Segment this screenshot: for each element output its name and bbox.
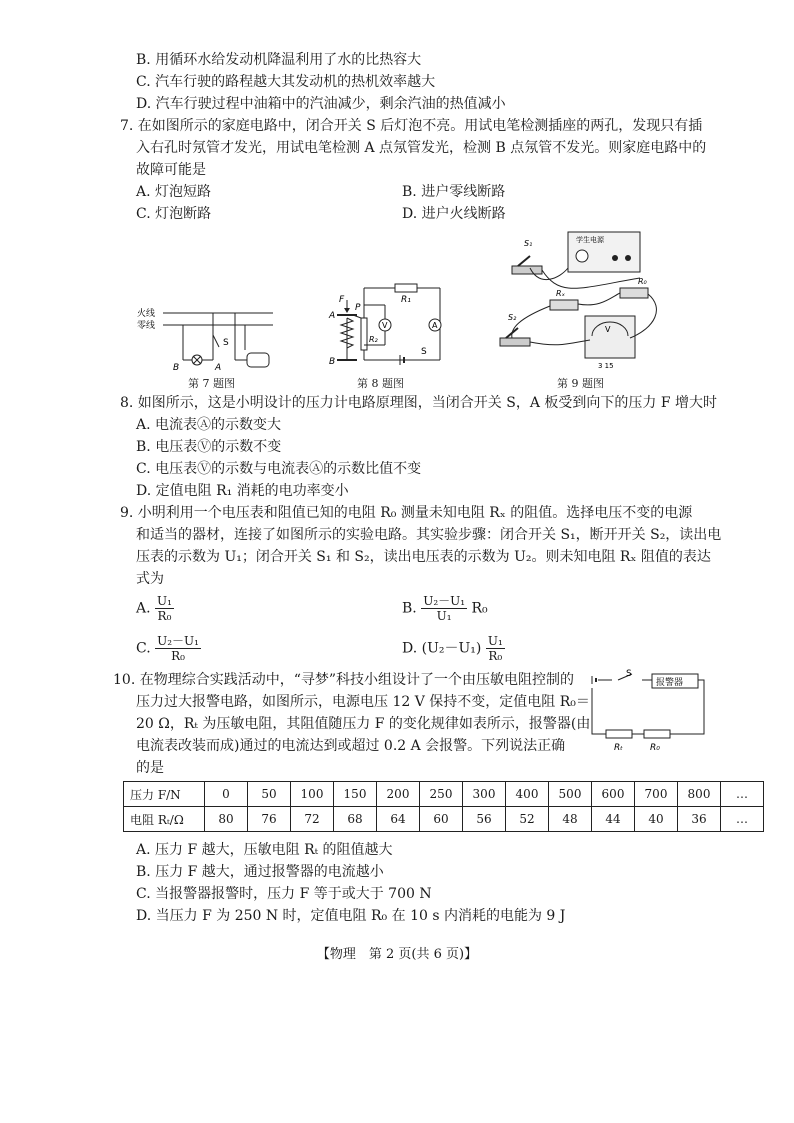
fig8-b-label: B [329, 357, 336, 367]
table-row-header: 压力 F/N [124, 782, 205, 807]
fig8-s-label: S [421, 347, 427, 357]
q9-b-label: B. [402, 600, 417, 617]
fig7-caption: 第 7 题图 [188, 377, 235, 390]
table-cell: 150 [334, 782, 377, 807]
q9-a-label: A. [136, 600, 151, 617]
q7-option-a: A. 灯泡短路 [136, 184, 212, 200]
fig9-rx-label: Rₓ [556, 289, 566, 298]
fig8-r2-label: R₂ [369, 335, 378, 344]
q10-s-label: S [626, 669, 632, 679]
table-cell: 64 [377, 807, 420, 832]
q10-circuit-diagram [588, 668, 708, 756]
fig7-s-label: S [223, 338, 229, 348]
table-cell: 200 [377, 782, 420, 807]
q9-b-tail: R₀ [471, 600, 488, 617]
table-row [124, 782, 764, 807]
q7-stem-line3: 故障可能是 [136, 162, 206, 178]
q10-option-d: D. 当压力 F 为 250 N 时，定值电阻 R₀ 在 10 s 内消耗的电能为 9 J [136, 908, 566, 924]
table-cell: 100 [291, 782, 334, 807]
q9-option-c [136, 634, 201, 663]
table-cell: 36 [678, 807, 721, 832]
q10-stem-line4: 电流表改装而成)通过的电流达到或超过 0.2 A 会报警。下列说法正确 [136, 738, 566, 754]
q8-stem: 8. 如图所示，这是小明设计的压力计电路原理图，当闭合开关 S，A 板受到向下的压力 F 增大时 [120, 395, 718, 411]
q8-option-c: C. 电压表Ⓥ的示数与电流表Ⓐ的示数比值不变 [136, 461, 422, 477]
q10-stem-line3: 20 Ω，Rₜ 为压敏电阻，其阻值随压力 F 的变化规律如表所示，报警器(由 [136, 716, 591, 732]
table-cell: 56 [463, 807, 506, 832]
q7-stem-line2: 入右孔时氖管才发光，用试电笔检测 A 点氖管发光，检测 B 点氖管不发光。则家庭电路中的 [136, 140, 707, 156]
fig9-caption: 第 9 题图 [557, 377, 604, 390]
q10-stem-line5: 的是 [136, 760, 164, 776]
q9-stem-line3: 压表的示数为 U₁；闭合开关 S₁ 和 S₂，读出电压表的示数为 U₂。则未知电阻 Rₓ 阻值的表达 [136, 549, 711, 565]
q10-option-b: B. 压力 F 越大，通过报警器的电流越小 [136, 864, 384, 880]
fig8-f-label: F [339, 295, 345, 305]
q6-option-b: B. 用循环水给发动机降温利用了水的比热容大 [136, 52, 422, 68]
q9-c-label: C. [136, 640, 151, 657]
fig8-r1-label: R₁ [401, 295, 411, 305]
fig8-circuit-diagram [315, 280, 445, 375]
table-cell: 400 [506, 782, 549, 807]
q9-d-label: D. (U₂－U₁) [402, 640, 482, 657]
table-cell: 80 [205, 807, 248, 832]
table-cell: 700 [635, 782, 678, 807]
fig8-caption: 第 8 题图 [357, 377, 404, 390]
fig7-zero-label: 零线 [137, 321, 156, 331]
q6-option-c: C. 汽车行驶的路程越大其发动机的热机效率越大 [136, 74, 436, 90]
table-row [124, 807, 764, 832]
fig7-b-label: B [173, 363, 180, 373]
q9-c-fraction: $\frac{\text{U₂－U₁}}{\text{R₀}}$ [157, 634, 199, 663]
page-footer: 【物理 第 2 页(共 6 页)】 [316, 947, 478, 962]
table-cell: 48 [549, 807, 592, 832]
fig9-scale-label: 3 15 [598, 362, 614, 370]
table-cell: 68 [334, 807, 377, 832]
q10-stem-line1: 10. 在物理综合实践活动中，“寻梦”科技小组设计了一个由压敏电阻控制的 [113, 672, 575, 688]
table-cell: 500 [549, 782, 592, 807]
table-cell: 52 [506, 807, 549, 832]
q9-b-fraction: $\frac{\text{U₂－U₁}}{\text{U₁}}$ [423, 594, 466, 623]
q7-option-c: C. 灯泡断路 [136, 206, 212, 222]
fig8-ammeter-label: A [432, 321, 438, 330]
fig8-a-label: A [329, 311, 336, 321]
fig8-v-label: V [382, 321, 388, 330]
q9-stem-line1: 9. 小明利用一个电压表和阻值已知的电阻 R₀ 测量未知电阻 Rₓ 的阻值。选择电压不变的电源 [120, 505, 693, 521]
table-cell: 800 [678, 782, 721, 807]
fig9-circuit-diagram [490, 228, 670, 373]
q10-option-a: A. 压力 F 越大，压敏电阻 Rₜ 的阻值越大 [136, 842, 393, 858]
fig7-circuit-diagram [135, 305, 275, 373]
q10-r0-label: R₀ [650, 743, 660, 753]
q9-stem-line4: 式为 [136, 571, 164, 587]
table-cell: 50 [248, 782, 291, 807]
q10-pressure-table [123, 781, 764, 832]
q8-option-d: D. 定值电阻 R₁ 消耗的电功率变小 [136, 483, 349, 499]
q9-option-d [402, 634, 505, 663]
q9-d-fraction: $\frac{\text{U₁}}{\text{R₀}}$ [487, 634, 503, 663]
table-cell: 600 [592, 782, 635, 807]
q9-option-a [136, 594, 174, 623]
table-cell: 76 [248, 807, 291, 832]
table-cell: 250 [420, 782, 463, 807]
fig8-p-label: P [355, 303, 361, 313]
q10-alarm-label: 报警器 [656, 678, 684, 688]
fig9-s1-label: S₁ [524, 239, 533, 248]
q9-stem-line2: 和适当的器材，连接了如图所示的实验电路。其实验步骤：闭合开关 S₁，断开开关 S₂，读出电 [136, 527, 722, 543]
fig7-fire-label: 火线 [137, 309, 156, 319]
table-cell: … [721, 782, 764, 807]
fig7-a-label: A [215, 363, 222, 373]
q8-option-b: B. 电压表Ⓥ的示数不变 [136, 439, 282, 455]
table-row-header: 电阻 Rₜ/Ω [124, 807, 205, 832]
fig9-s2-label: S₂ [508, 313, 517, 322]
q7-option-b: B. 进户零线断路 [402, 184, 506, 200]
q9-a-fraction: $\frac{\text{U₁}}{\text{R₀}}$ [157, 594, 172, 623]
table-cell: 72 [291, 807, 334, 832]
fig9-supply-label: 学生电源 [576, 236, 604, 244]
q8-option-a: A. 电流表Ⓐ的示数变大 [136, 417, 282, 433]
q7-stem-line1: 7. 在如图所示的家庭电路中，闭合开关 S 后灯泡不亮。用试电笔检测插座的两孔，发现只有插 [120, 118, 703, 134]
table-cell: 60 [420, 807, 463, 832]
table-cell: … [721, 807, 764, 832]
q7-option-d: D. 进户火线断路 [402, 206, 506, 222]
table-cell: 44 [592, 807, 635, 832]
q10-rt-label: Rₜ [614, 743, 623, 753]
q10-option-c: C. 当报警器报警时，压力 F 等于或大于 700 N [136, 886, 432, 902]
q10-stem-line2: 压力过大报警电路，如图所示，电源电压 12 V 保持不变，定值电阻 R₀＝ [136, 694, 590, 710]
q6-option-d: D. 汽车行驶过程中油箱中的汽油减少，剩余汽油的热值减小 [136, 96, 506, 112]
table-cell: 300 [463, 782, 506, 807]
q9-option-b [402, 594, 488, 623]
table-cell: 40 [635, 807, 678, 832]
table-cell: 0 [205, 782, 248, 807]
fig9-v-label: V [605, 325, 611, 334]
fig9-r0-label: R₀ [638, 277, 647, 286]
